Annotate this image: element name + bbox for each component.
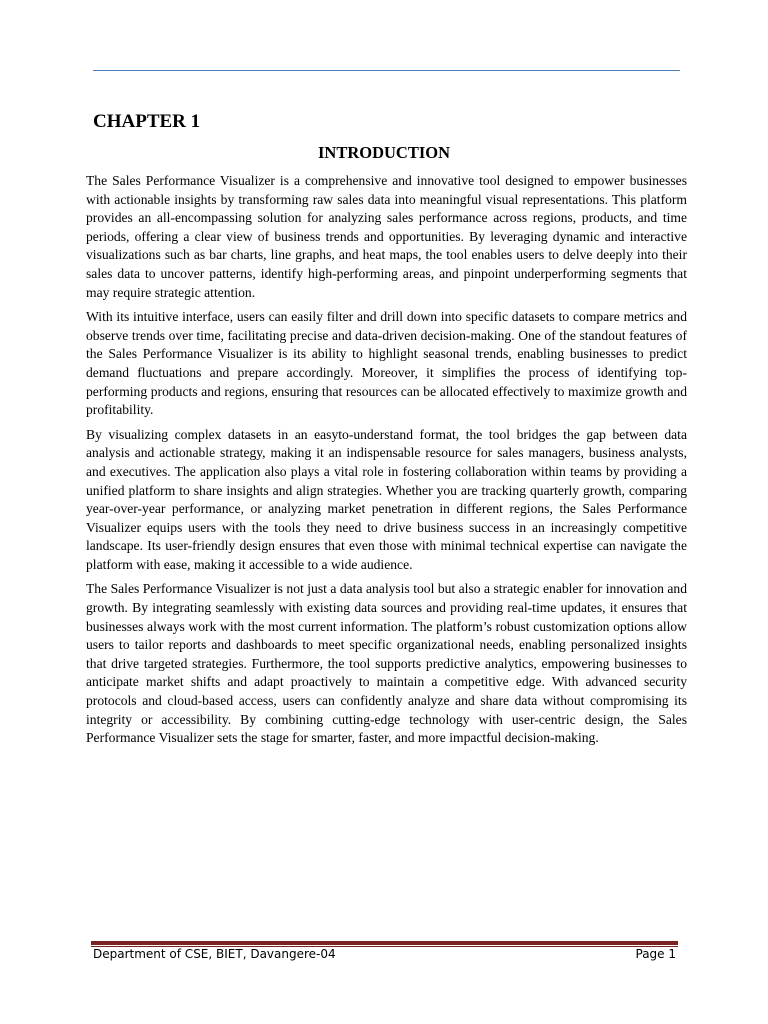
paragraph-1: The Sales Performance Visualizer is a comprehensive and innovative tool designed to empower businesses with actionable insights by transforming raw sales data into meaningful visual representations. This platform provides an all-encompassing solution for analyzing sales performance across regions, products, and time periods, offering a clear view of business trends and opportunities. By leveraging dynamic and interactive visualizations such as bar charts, line graphs, and heat maps, the tool enables users to delve deeply into their sales data to uncover patterns, identify high-performing areas, and pinpoint underperforming segments that may require strategic attention. (86, 173, 687, 300)
footer-department: Department of CSE, BIET, Davangere-04 (93, 947, 336, 961)
chapter-title: CHAPTER 1 (93, 111, 201, 132)
body-text (86, 172, 687, 754)
paragraph-3: By visualizing complex datasets in an easyto-understand format, the tool bridges the gap between data analysis and actionable strategy, making it an indispensable resource for sales managers, business analysts, and executives. The application also plays a vital role in fostering collaboration within teams by providing a unified platform to share insights and align strategies. Whether you are tracking quarterly growth, comparing year-over-year performance, or analyzing market penetration in different regions, the Sales Performance Visualizer equips users with the tools they need to drive business success in an increasingly competitive landscape. Its user-friendly design ensures that even those with minimal technical expertise can navigate the platform with ease, making it accessible to a wide audience. (86, 426, 687, 572)
paragraph-2: With its intuitive interface, users can easily filter and drill down into specific datasets to compare metrics and observe trends over time, facilitating precise and data-driven decision-making. One of the standout features of the Sales Performance Visualizer is its ability to highlight seasonal trends, enabling businesses to predict demand fluctuations and prepare accordingly. Moreover, it simplifies the process of identifying top-performing products and regions, ensuring that resources can be allocated effectively to maximize growth and profitability. (86, 309, 687, 418)
header-rule (93, 70, 680, 71)
footer-rule (91, 941, 678, 945)
footer-page-number: Page 1 (635, 947, 676, 961)
section-title: INTRODUCTION (317, 143, 451, 162)
paragraph-4: The Sales Performance Visualizer is not just a data analysis tool but also a strategic enabler for innovation and growth. By integrating seamlessly with existing data sources and providing real-time updates, it ensures that businesses always work with the most current information. The platform’s robust customization options allow users to tailor reports and dashboards to meet specific organizational needs, enabling personalized insights that drive targeted strategies. Furthermore, the tool supports predictive analytics, empowering businesses to anticipate market shifts and adapt proactively to maintain a competitive edge. With advanced security protocols and cloud-based access, users can confidently analyze and share data without compromising its integrity or accessibility. By combining cutting-edge technology with user-centric design, the Sales Performance Visualizer sets the stage for smarter, faster, and more impactful decision-making. (86, 581, 687, 746)
